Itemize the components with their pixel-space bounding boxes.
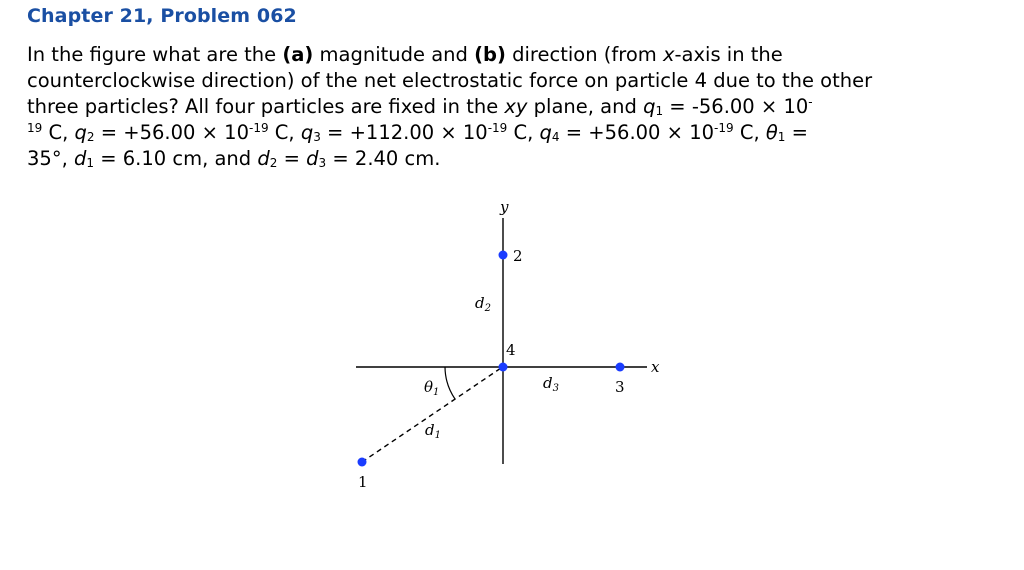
theta1-sub: 1 <box>433 387 440 398</box>
problem-line-4 <box>27 120 997 146</box>
q3-subscript: 3 <box>313 130 321 144</box>
text-segment: C, <box>507 121 540 144</box>
x-axis-label: x <box>651 358 660 376</box>
text-segment: plane, and <box>527 95 644 118</box>
d1-sub: 1 <box>434 430 441 441</box>
q2-subscript: 2 <box>86 130 95 144</box>
y-axis-label: y <box>500 198 509 216</box>
q-symbol: q <box>643 95 656 118</box>
d2-letter: d <box>475 294 485 312</box>
theta1-value: 35°, <box>27 147 74 170</box>
text-segment: C, <box>268 121 301 144</box>
q3-value: = +112.00 × 10 <box>320 121 488 144</box>
particle-4-dot <box>499 363 508 372</box>
particle-diagram <box>340 190 680 500</box>
d3-letter: d <box>543 374 553 392</box>
text-segment: three particles? All four particles are fixed in the <box>27 95 505 118</box>
xy-plane-symbol: xy <box>504 95 528 118</box>
q1-subscript: 1 <box>655 104 664 118</box>
particle-2-label: 2 <box>513 247 523 265</box>
q1-exponent-start: - <box>808 95 813 109</box>
d1-label <box>425 421 441 441</box>
d-symbol: d <box>306 147 319 170</box>
d1-subscript: 1 <box>86 156 94 170</box>
particle-3-dot <box>616 363 625 372</box>
problem-line-3 <box>27 94 997 120</box>
q4-exponent: -19 <box>714 121 734 135</box>
d-symbol: d <box>73 147 87 170</box>
text-segment: magnitude and <box>313 43 475 66</box>
d3-label <box>543 374 559 394</box>
d1-letter: d <box>425 421 435 439</box>
text-segment: C, <box>733 121 766 144</box>
theta-symbol: θ <box>765 121 778 144</box>
problem-statement <box>27 42 997 172</box>
theta1-subscript: 1 <box>777 130 786 144</box>
text-segment: = <box>277 147 307 170</box>
particle-2-dot <box>499 251 508 260</box>
text-segment: In the figure what are the <box>27 43 283 66</box>
problem-line-5 <box>27 146 997 172</box>
text-segment: direction (from <box>505 43 663 66</box>
q4-value: = +56.00 × 10 <box>559 121 715 144</box>
q3-exponent: -19 <box>487 121 508 135</box>
d3-sub: 3 <box>552 383 559 394</box>
problem-line-1 <box>27 42 997 68</box>
text-segment: -axis in the <box>674 43 783 66</box>
theta1-label <box>424 378 439 398</box>
q1-value: = -56.00 × 10 <box>663 95 809 118</box>
d2-subscript: 2 <box>269 156 278 170</box>
d2-sub: 2 <box>484 303 491 314</box>
particle-4-label: 4 <box>506 341 516 359</box>
q1-exponent-end: 19 <box>27 121 43 135</box>
theta1-arc <box>445 367 455 399</box>
d2-label <box>475 294 491 314</box>
text-segment: C, <box>42 121 75 144</box>
d1-value: = 6.10 cm, and <box>94 147 258 170</box>
particle-1-label: 1 <box>358 473 368 491</box>
part-b-label: (b) <box>474 43 506 66</box>
q-symbol: q <box>539 121 552 144</box>
text-segment: = <box>785 121 808 144</box>
q2-value: = +56.00 × 10 <box>94 121 249 144</box>
d3-value: = 2.40 cm. <box>326 147 441 170</box>
d3-subscript: 3 <box>318 156 327 170</box>
d-symbol: d <box>257 147 270 170</box>
problem-line-2: counterclockwise direction) of the net electrostatic force on particle 4 due to the other <box>27 69 873 92</box>
particle-1-dot <box>358 458 367 467</box>
particle-3-label: 3 <box>615 378 625 396</box>
page-title: Chapter 21, Problem 062 <box>27 5 297 27</box>
part-a-label: (a) <box>282 43 314 66</box>
q4-subscript: 4 <box>551 130 560 144</box>
q-symbol: q <box>300 121 314 144</box>
theta1-letter: θ <box>424 378 434 396</box>
q-symbol: q <box>74 121 87 144</box>
q2-exponent: -19 <box>248 121 269 135</box>
x-axis-symbol: x <box>662 43 675 66</box>
